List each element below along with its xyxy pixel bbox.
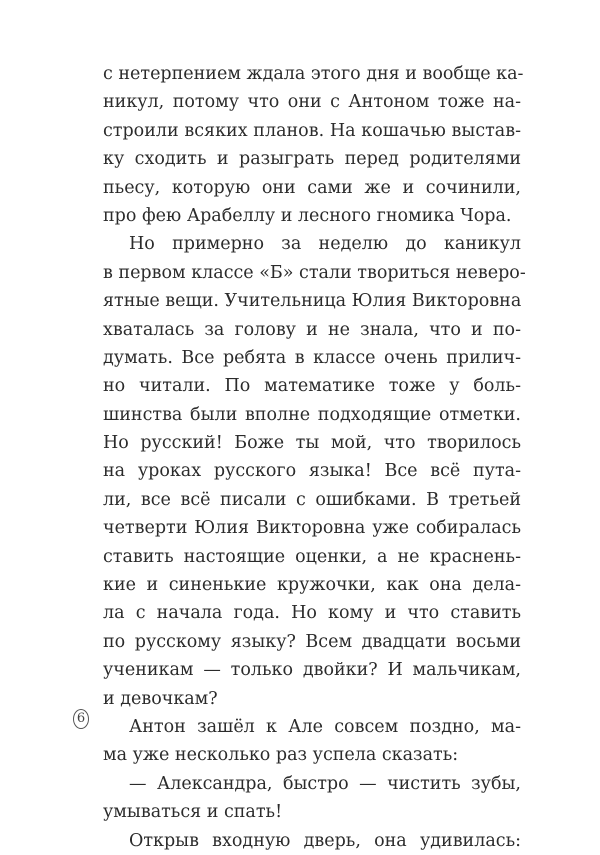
text-line: и девочкам?: [103, 688, 218, 709]
text-line: ма уже несколько раз успела сказать:: [103, 745, 459, 766]
page-number-value: 6: [73, 709, 89, 729]
text-line: четверти Юлия Викторовна уже собиралась: [103, 518, 521, 539]
dialogue-line: — Александра, быстро — чистить зубы,: [129, 773, 521, 794]
text-line: в первом классе «Б» стали твориться неверо-: [103, 262, 526, 283]
text-line: умываться и спать!: [103, 802, 283, 823]
text-line: думать. Все ребята в классе очень прилич-: [103, 347, 521, 368]
text-line: по русскому языку? Всем двадцати восьми: [103, 631, 521, 652]
body-text: [103, 60, 526, 855]
text-line: хваталась за голову и не знала, что и по-: [103, 319, 521, 340]
text-line: строили всяких планов. На кошачью выстав-: [103, 120, 521, 141]
text-line: пьесу, которую они сами же и сочинили,: [103, 177, 521, 198]
text-line: ставить настоящие оценки, а не краснень-: [103, 546, 521, 567]
text-line: ятные вещи. Учительница Юлия Викторовна: [103, 291, 522, 312]
text-line: ученикам — только двойки? И мальчикам,: [103, 660, 521, 681]
text-line: с нетерпением ждала этого дня и вообще ка-: [103, 64, 524, 84]
text-line: ла с начала года. Но кому и что ставить: [103, 603, 521, 624]
text-line: на уроках русского языка! Все всё пута-: [103, 461, 521, 482]
paragraph-start-line: Но примерно за неделю до каникул: [129, 234, 521, 255]
text-line: Но русский! Боже ты мой, что творилось: [103, 433, 521, 454]
text-line: ку сходить и разыграть перед родителями: [103, 149, 521, 170]
paragraph-start-line: Антон зашёл к Але совсем поздно, ма-: [129, 716, 521, 737]
text-line: но читали. По математике тоже у боль-: [103, 376, 521, 397]
page-number: [73, 706, 89, 729]
text-line: про фею Арабеллу и лесного гномика Чора.: [103, 205, 512, 226]
paragraph-start-line: Открыв входную дверь, она удивилась:: [129, 830, 521, 851]
text-line: кие и синенькие кружочки, как она дела-: [103, 575, 521, 596]
text-line: шинства были вполне подходящие отметки.: [103, 404, 521, 425]
text-line: ли, все всё писали с ошибками. В третьей: [103, 489, 521, 510]
text-line: никул, потому что они с Антоном тоже на-: [103, 92, 521, 113]
